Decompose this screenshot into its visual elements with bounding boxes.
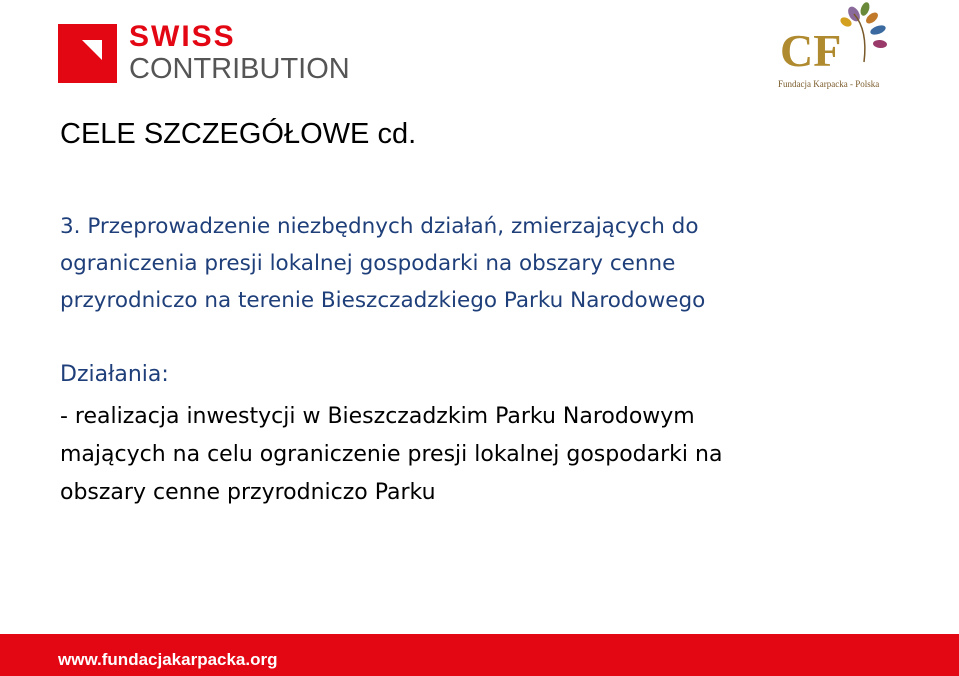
actions-label: Działania: bbox=[60, 362, 169, 387]
swiss-logo-word-swiss: SWISS bbox=[129, 20, 236, 53]
actions-line: obszary cenne przyrodniczo Parku bbox=[60, 480, 436, 505]
objective-line: 3. Przeprowadzenie niezbędnych działań, zmierzających do bbox=[60, 214, 699, 239]
page-title: CELE SZCZEGÓŁOWE cd. bbox=[60, 118, 417, 150]
actions-line: - realizacja inwestycji w Bieszczadzkim Parku Narodowym bbox=[60, 404, 695, 429]
footer-bar bbox=[0, 634, 959, 676]
actions-line: mających na celu ograniczenie presji lokalnej gospodarki na bbox=[60, 442, 723, 467]
actions-text bbox=[60, 398, 920, 512]
cf-monogram: CF bbox=[780, 25, 842, 76]
swiss-flag-mark-icon bbox=[58, 24, 117, 83]
objective-text bbox=[60, 208, 920, 319]
swiss-contribution-logo bbox=[58, 22, 350, 84]
objective-line: ograniczenia presji lokalnej gospodarki na obszary cenne bbox=[60, 251, 676, 276]
cf-logo-caption: Fundacja Karpacka - Polska bbox=[778, 79, 880, 89]
objective-line: przyrodniczo na terenie Bieszczadzkiego Parku Narodowego bbox=[60, 288, 706, 313]
swiss-logo-word-contribution: CONTRIBUTION bbox=[129, 53, 350, 85]
swiss-logo-wordmark bbox=[129, 22, 350, 86]
footer-website-link[interactable]: www.fundacjakarpacka.org bbox=[58, 650, 278, 669]
